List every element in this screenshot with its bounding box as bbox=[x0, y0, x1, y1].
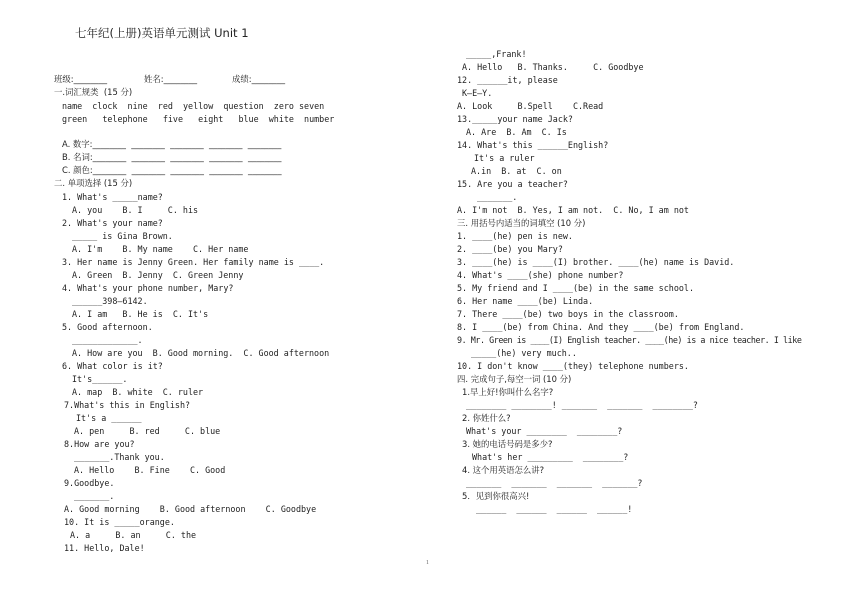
answer-line: _______ _______ _______ _______? bbox=[466, 478, 643, 488]
fill-blank-line: 9. Mr. Green is ____(I) English teacher. ____(he) is a nice teacher. I like bbox=[457, 335, 802, 345]
option-line: A. map B. white C. ruler bbox=[72, 387, 204, 397]
option-line: A. Look B.Spell C.Read bbox=[457, 101, 604, 111]
prompt-line: 2. 你姓什么? bbox=[462, 413, 511, 423]
fill-blank-line: 3. ____(he) is ____(I) brother. ____(he) name is David. bbox=[457, 257, 735, 267]
question-line: 9.Goodbye. bbox=[64, 478, 115, 488]
option-line: A. I'm B. My name C. Her name bbox=[72, 244, 249, 254]
answer-line: What's her _________ ________? bbox=[472, 452, 629, 462]
question-line: 6. What color is it? bbox=[62, 361, 163, 371]
answer-line: It's______. bbox=[72, 374, 128, 384]
name-field: 姓名:________ bbox=[144, 74, 198, 84]
class-field: 班级:________ bbox=[54, 74, 108, 84]
section1-heading: 一.词汇规类 (15 分) bbox=[54, 87, 133, 97]
section3-heading: 三. 用括号内适当的词填空 (10 分) bbox=[457, 218, 586, 228]
option-line: A. you B. I C. his bbox=[72, 205, 199, 215]
answer-line: _____ is Gina Brown. bbox=[72, 231, 173, 241]
question-line: 3. Her name is Jenny Green. Her family name is ____. bbox=[62, 257, 325, 267]
question-line: 10. It is _____orange. bbox=[64, 517, 175, 527]
question-line: 7.What's this in English? bbox=[64, 400, 191, 410]
score-field: 成绩:________ bbox=[232, 74, 286, 84]
answer-line: It's a ______ bbox=[76, 413, 142, 423]
question-line: 1. What's _____name? bbox=[62, 192, 163, 202]
question-line: 11. Hello, Dale! bbox=[64, 543, 145, 553]
question-line: 4. What's your phone number, Mary? bbox=[62, 283, 234, 293]
answer-line: ______398—6142. bbox=[72, 296, 148, 306]
question-line: 8.How are you? bbox=[64, 439, 135, 449]
answer-line: It's a ruler bbox=[474, 153, 535, 163]
option-line: A. pen B. red C. blue bbox=[74, 426, 221, 436]
fill-blank-line: 2. ____(be) you Mary? bbox=[457, 244, 563, 254]
fill-blank-line: 10. I don't know ____(they) telephone numbers. bbox=[457, 361, 689, 371]
fill-blank-line: 5. My friend and I ____(be) in the same school. bbox=[457, 283, 694, 293]
page-number: 1 bbox=[426, 560, 429, 566]
option-line: A. How are you B. Good morning. C. Good afternoon bbox=[72, 348, 330, 358]
fill-blank-line: 6. Her name ____(be) Linda. bbox=[457, 296, 594, 306]
word-bank-line-2: green telephone five eight blue white number bbox=[62, 114, 335, 124]
option-line: A. I'm not B. Yes, I am not. C. No, I am not bbox=[457, 205, 689, 215]
answer-line: _______. bbox=[477, 192, 518, 202]
option-line: A. a B. an C. the bbox=[70, 530, 197, 540]
fill-blank-line: 8. I ____(be) from China. And they ____(be) from England. bbox=[457, 322, 745, 332]
answer-line: _____,Frank! bbox=[466, 49, 527, 59]
category-colors: C. 颜色:________ ________ ________ ________ ________ bbox=[62, 165, 282, 175]
word-bank-line-1: name clock nine red yellow question zero seven bbox=[62, 101, 325, 111]
question-line: 15. Are you a teacher? bbox=[457, 179, 568, 189]
answer-line: What's your ________ ________? bbox=[466, 426, 623, 436]
question-line: 5. Good afternoon. bbox=[62, 322, 153, 332]
answer-line: _______. bbox=[74, 491, 115, 501]
prompt-line: 5．见到你很高兴! bbox=[462, 491, 530, 501]
answer-line: ______ ______ ______ ______! bbox=[476, 504, 633, 514]
option-line: A. I am B. He is C. It's bbox=[72, 309, 209, 319]
prompt-line: 4. 这个用英语怎么讲? bbox=[462, 465, 545, 475]
answer-line: K—E—Y. bbox=[462, 88, 493, 98]
fill-blank-line: 4. What's ____(she) phone number? bbox=[457, 270, 624, 280]
section2-heading: 二. 单项选择 (15 分) bbox=[54, 178, 133, 188]
question-line: 12. ______it, please bbox=[457, 75, 558, 85]
option-line: A. Good morning B. Good afternoon C. Goodbye bbox=[64, 504, 317, 514]
option-line: A.in B. at C. on bbox=[471, 166, 562, 176]
category-numbers: A. 数字:________ ________ ________ ________ ________ bbox=[62, 139, 282, 149]
question-line: 14. What's this ______English? bbox=[457, 140, 609, 150]
answer-line: ________ ________! _______ _______ ________? bbox=[466, 400, 698, 410]
page-title: 七年纪(上册)英语单元测试 Unit 1 bbox=[75, 26, 249, 40]
option-line: A. Are B. Am C. Is bbox=[466, 127, 567, 137]
option-line: A. Hello B. Thanks. C. Goodbye bbox=[462, 62, 644, 72]
prompt-line: 3. 她的电话号码是多少? bbox=[462, 439, 553, 449]
answer-line: _______.Thank you. bbox=[74, 452, 165, 462]
question-line: 13._____your name Jack? bbox=[457, 114, 573, 124]
fill-blank-line: 1. ____(he) pen is new. bbox=[457, 231, 573, 241]
category-nouns: B. 名词:________ ________ ________ ________ ________ bbox=[62, 152, 282, 162]
fill-blank-line: 7. There ____(be) two boys in the classroom. bbox=[457, 309, 679, 319]
question-line: 2. What's your name? bbox=[62, 218, 163, 228]
option-line: A. Hello B. Fine C. Good bbox=[74, 465, 226, 475]
prompt-line: 1.早上好!你叫什么名字? bbox=[462, 387, 554, 397]
option-line: A. Green B. Jenny C. Green Jenny bbox=[72, 270, 244, 280]
fill-blank-line: _____(he) very much.. bbox=[471, 348, 577, 358]
section4-heading: 四. 完成句子,每空一词 (10 分) bbox=[457, 374, 572, 384]
answer-line: _____________. bbox=[72, 335, 143, 345]
